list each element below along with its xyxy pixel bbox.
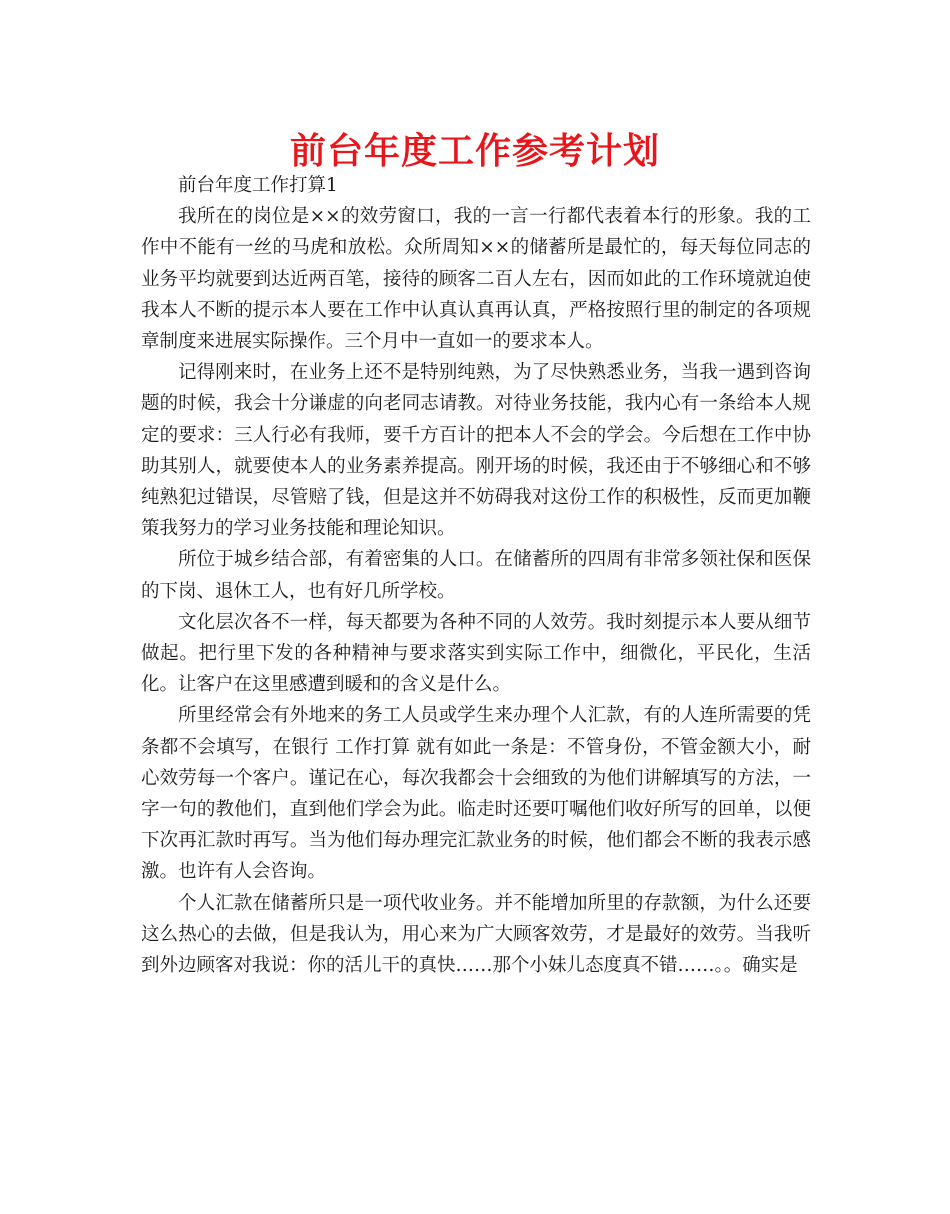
paragraph: 文化层次各不一样，每天都要为各种不同的人效劳。我时刻提示本人要从细节做起。把行里下发的各种精神与要求落实到实际工作中，细微化，平民化，生活化。让客户在这里感遭到暖和的含义是什么。 xyxy=(141,611,811,696)
paragraph: 我所在的岗位是××的效劳窗口，我的一言一行都代表着本行的形象。我的工作中不能有一丝的马虎和放松。众所周知××的储蓄所是最忙的，每天每位同志的业务平均就要到达近两百笔，接待的顾客二百人左右，因而如此的工作环境就迫使我本人不断的提示本人要在工作中认真认真再认真，严格按照行里的制定的各项规章制度来进展实际操作。三个月中一直如一的要求本人。 xyxy=(141,206,811,353)
document-title: 前台年度工作参考计划 xyxy=(289,130,660,172)
paragraph: 个人汇款在储蓄所只是一项代收业务。并不能增加所里的存款额，为什么还要这么热心的去做，但是我认为，用心来为广大顾客效劳，才是最好的效劳。当我听到外边顾客对我说：你的活儿干的真快……那个小妹儿态度真不错……。。确实是 xyxy=(141,892,811,977)
paragraph: 所位于城乡结合部，有着密集的人口。在储蓄所的四周有非常多领社保和医保的下岗、退休工人，也有好几所学校。 xyxy=(141,549,811,602)
paragraph: 记得刚来时，在业务上还不是特别纯熟，为了尽快熟悉业务，当我一遇到咨询题的时候，我会十分谦虚的向老同志请教。对待业务技能，我内心有一条给本人规定的要求：三人行必有我师，要千方百计的把本人不会的学会。今后想在工作中协助其别人，就要使本人的业务素养提高。刚开场的时候，我还由于不够细心和不够纯熟犯过错误，尽管赔了钱，但是这并不妨碍我对这份工作的积极性，反而更加鞭策我努力的学习业务技能和理论知识。 xyxy=(141,362,811,540)
paragraph: 所里经常会有外地来的务工人员或学生来办理个人汇款，有的人连所需要的凭条都不会填写，在银行 工作打算 就有如此一条是：不管身份，不管金额大小，耐心效劳每一个客户。谨记在心，每次我都会十会细致的为他们讲解填写的方法，一字一句的教他们，直到他们学会为此。临走时还要叮嘱他们收好所写的回单，以便下次再汇款时再写。当为他们每办理完汇款业务的时候，他们都会不断的我表示感激。也许有人会咨询。 xyxy=(141,705,811,883)
section-heading: 前台年度工作打算1 xyxy=(178,175,338,196)
document-body xyxy=(141,170,811,981)
